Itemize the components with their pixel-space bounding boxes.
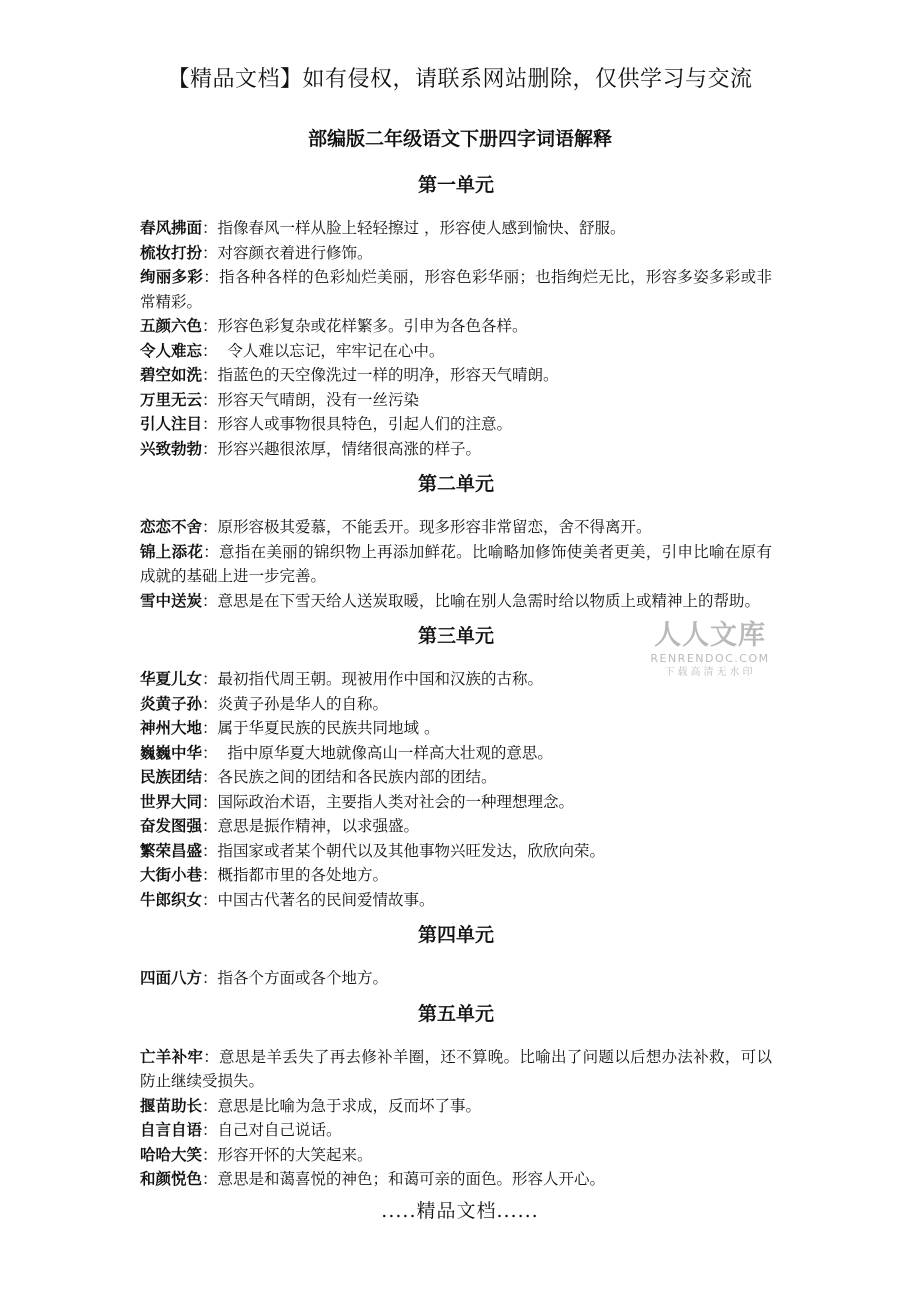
term-separator: ： (202, 719, 218, 737)
vocab-entry (140, 1143, 772, 1168)
term-separator: ： (202, 317, 218, 335)
vocab-term: 引人注目 (140, 414, 203, 433)
term-separator: ： (202, 1145, 218, 1164)
vocab-term: 大街小巷 (140, 865, 203, 884)
disclaimer-banner: 【精品文档】如有侵权，请联系网站删除，仅供学习与交流 (167, 67, 753, 92)
vocab-entry (140, 888, 772, 913)
term-separator: ： (202, 439, 218, 458)
vocab-definition: 形容开怀的大笑起来。 (217, 1145, 373, 1164)
unit-heading: 第三单元 (417, 625, 494, 647)
term-separator: ： (202, 1096, 218, 1115)
term-separator: ： (202, 243, 218, 262)
vocab-entry (140, 814, 772, 839)
vocab-definition: 令人难以忘记，牢牢记在心中。 (217, 341, 445, 360)
vocab-term: 春风拂面 (140, 218, 203, 237)
term-separator: ： (202, 890, 218, 909)
unit-2 (140, 467, 772, 613)
vocab-term: 碧空如洗 (140, 365, 203, 384)
vocab-definition: 形容色彩复杂或花样繁多。引申为各色各样。 (217, 317, 528, 335)
vocab-entry (140, 363, 772, 388)
term-separator: ： (202, 792, 218, 811)
unit-5 (140, 997, 772, 1192)
vocab-term: 梳妆打扮 (140, 242, 203, 262)
watermark-domain: RENRENDOC.COM (650, 652, 770, 665)
vocab-term: 亡羊补牢 (140, 1046, 204, 1066)
term-separator: ： (202, 743, 218, 762)
vocab-term: 锦上添花 (140, 541, 204, 561)
vocab-definition: 炎黄子孙是华人的自称。 (217, 694, 389, 713)
vocab-definition: 指中原华夏大地就像高山一样高大壮观的意思。 (217, 743, 553, 762)
term-separator: ： (202, 866, 218, 884)
vocab-term: 奋发图强 (140, 816, 203, 835)
vocab-entry (140, 241, 772, 266)
vocab-term: 绚丽多彩 (140, 267, 204, 286)
vocab-definition: 形容人或事物很具特色，引起人们的注意。 (217, 415, 513, 433)
unit-1 (140, 168, 772, 461)
vocab-term: 哈哈大笑 (140, 1144, 203, 1164)
vocab-definition: 意指在美丽的锦织物上再添加鲜花。比喻略加修饰使美者更美，引申比喻在原有成就的基础上进一步完善。 (140, 542, 772, 585)
unit-heading: 第四单元 (417, 924, 494, 946)
vocab-term: 世界大同 (140, 791, 203, 811)
vocab-definition: 对容颜衣着进行修饰。 (217, 243, 373, 262)
vocab-entry (140, 265, 772, 314)
vocab-entry (140, 412, 772, 437)
vocab-entry (140, 314, 772, 339)
vocab-entry (140, 765, 772, 790)
vocab-definition: 指像春风一样从脸上轻轻擦过 ，形容使人感到愉快、舒服。 (217, 219, 626, 237)
term-separator: ： (202, 366, 218, 384)
vocab-term: 炎黄子孙 (140, 693, 203, 713)
vocab-entry (140, 863, 772, 888)
vocab-entry (140, 437, 772, 462)
vocab-entry (140, 1094, 772, 1119)
term-separator: ： (203, 268, 220, 286)
vocab-term: 和颜悦色 (140, 1169, 203, 1188)
footer-text: .....精品文档...... (381, 1200, 539, 1222)
vocab-entry (140, 839, 772, 864)
unit-heading: 第一单元 (417, 174, 494, 196)
vocab-entry (140, 741, 772, 766)
watermark (640, 620, 780, 680)
vocab-definition: 属于华夏民族的民族共同地域 。 (217, 719, 440, 737)
document-title: 部编版二年级语文下册四字词语解释 (307, 128, 612, 150)
term-separator: ： (202, 670, 218, 688)
vocab-definition: 指各个方面或各个地方。 (217, 969, 389, 987)
vocab-entry (140, 1045, 772, 1094)
vocab-entry (140, 515, 772, 540)
vocab-definition: 意思是羊丢失了再去修补羊圈，还不算晚。比喻出了问题以后想办法补救，可以防止继续受损失。 (140, 1047, 772, 1090)
term-separator: ： (202, 390, 218, 409)
vocab-definition: 自己对自己说话。 (217, 1121, 342, 1139)
vocab-entry (140, 1167, 772, 1192)
term-separator: ： (202, 694, 218, 713)
term-separator: ： (202, 591, 218, 610)
vocab-term: 神州大地 (140, 718, 203, 737)
unit-heading: 第二单元 (417, 473, 494, 495)
vocab-definition: 指各种各样的色彩灿烂美丽，形容色彩华丽；也指绚烂无比，形容多姿多彩或非常精彩。 (140, 268, 772, 311)
vocab-term: 繁荣昌盛 (140, 840, 203, 860)
term-separator: ： (202, 518, 218, 536)
term-separator: ： (202, 817, 218, 835)
vocab-entry (140, 388, 772, 413)
vocab-term: 揠苗助长 (140, 1095, 203, 1115)
vocab-entry (140, 1118, 772, 1143)
vocab-definition: 意思是和蔼喜悦的神色；和蔼可亲的面色。形容人开心。 (217, 1170, 606, 1188)
vocab-term: 雪中送炭 (140, 590, 203, 610)
vocab-term: 自言自语 (140, 1120, 203, 1139)
vocab-definition: 形容天气晴朗，没有一丝污染 (217, 390, 420, 409)
vocab-definition: 意思是比喻为急于求成，反而坏了事。 (217, 1096, 482, 1115)
vocab-entry (140, 716, 772, 741)
unit-heading: 第五单元 (417, 1002, 494, 1025)
term-separator: ： (202, 415, 218, 433)
vocab-entry (140, 966, 772, 991)
watermark-note: 下载高清无水印 (664, 667, 756, 678)
term-separator: ： (202, 768, 218, 786)
vocab-term: 恋恋不舍 (140, 517, 203, 536)
vocab-entry (140, 339, 772, 364)
term-separator: ： (202, 841, 218, 860)
vocab-definition: 各民族之间的团结和各民族内部的团结。 (217, 768, 497, 786)
vocab-term: 兴致勃勃 (140, 438, 203, 458)
term-separator: ： (203, 1047, 220, 1066)
unit-4 (140, 918, 772, 991)
vocab-term: 令人难忘 (140, 340, 203, 360)
vocab-definition: 形容兴趣很浓厚，情绪很高涨的样子。 (217, 439, 482, 458)
vocab-entry (140, 216, 772, 241)
term-separator: ： (202, 219, 218, 237)
vocab-term: 巍巍中华 (140, 742, 203, 762)
term-separator: ： (202, 1121, 218, 1139)
vocab-definition: 国际政治术语，主要指人类对社会的一种理想理念。 (217, 792, 575, 811)
vocab-definition: 意思是振作精神，以求强盛。 (217, 817, 420, 835)
vocab-term: 四面八方 (140, 968, 203, 987)
vocab-definition: 指国家或者某个朝代以及其他事物兴旺发达，欣欣向荣。 (217, 841, 606, 860)
vocab-term: 牛郎织女 (140, 889, 203, 909)
term-separator: ： (203, 542, 220, 561)
watermark-brand: 人人文库 (654, 620, 766, 651)
vocab-definition: 原形容极其爱慕，不能丢开。现多形容非常留恋，舍不得离开。 (217, 518, 652, 536)
vocab-term: 万里无云 (140, 389, 203, 409)
term-separator: ： (202, 341, 218, 360)
vocab-definition: 指蓝色的天空像洗过一样的明净，形容天气晴朗。 (217, 366, 559, 384)
vocab-term: 五颜六色 (140, 316, 203, 335)
term-separator: ： (202, 969, 218, 987)
vocab-definition: 最初指代周王朝。现被用作中国和汉族的古称。 (217, 670, 544, 688)
vocab-definition: 概指都市里的各处地方。 (217, 866, 389, 884)
vocab-term: 华夏儿女 (140, 669, 203, 688)
vocab-definition: 意思是在下雪天给人送炭取暖，比喻在别人急需时给以物质上或精神上的帮助。 (217, 591, 761, 610)
vocab-entry (140, 540, 772, 589)
vocab-entry (140, 790, 772, 815)
vocab-entry (140, 692, 772, 717)
vocab-term: 民族团结 (140, 767, 203, 786)
vocab-definition: 中国古代著名的民间爱情故事。 (217, 890, 435, 909)
vocab-entry (140, 589, 772, 614)
term-separator: ： (202, 1170, 218, 1188)
